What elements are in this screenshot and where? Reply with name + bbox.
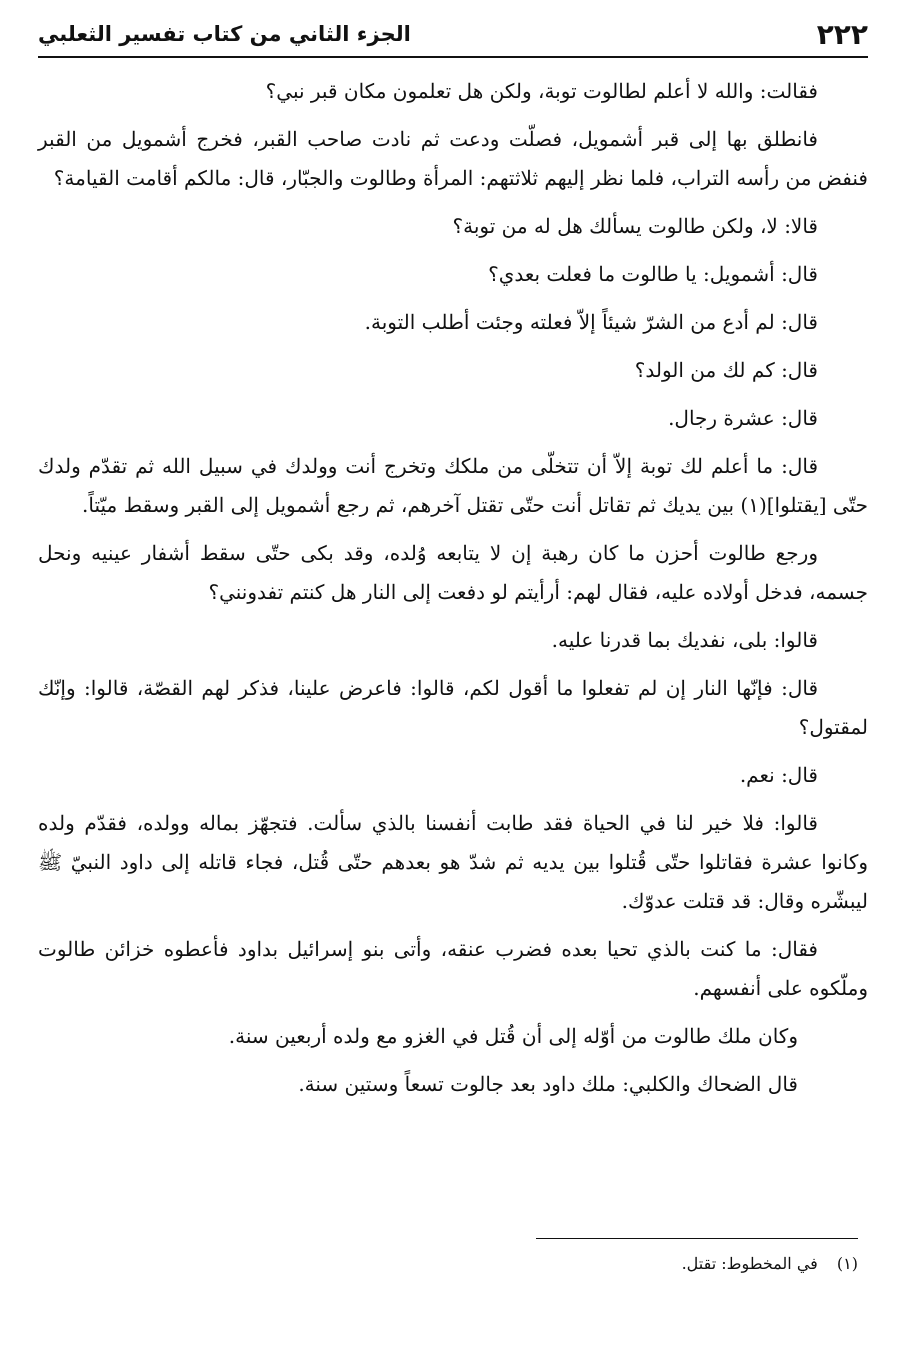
- paragraph: قال الضحاك والكلبي: ملك داود بعد جالوت تسعاً وستين سنة.: [298, 1072, 798, 1096]
- body-text: [38, 72, 868, 1113]
- paragraph: فقالت: والله لا أعلم لطالوت توبة، ولكن هل تعلمون مكان قبر نبي؟: [265, 79, 818, 103]
- footnote: [400, 1252, 858, 1276]
- paragraph: قال: ما أعلم لك توبة إلاّ أن تتخلّى من ملكك وتخرج أنت وولدك في سبيل الله ثم تقدّم ولدك حتّى [يقتلوا](١) بين يديك ثم تقاتل أنت حتّى تقتل آخرهم، ثم رجع أشمويل إلى القبر وسقط ميّتاً.: [38, 454, 868, 517]
- paragraph: فانطلق بها إلى قبر أشمويل، فصلّت ودعت ثم نادت صاحب القبر، فخرج أشمويل من القبر فنفض من رأسه التراب، فلما نظر إليهم ثلاثتهم: المرأة وطالوت والجبّار، قال: مالكم أقامت القيامة؟: [38, 127, 868, 190]
- paragraph: قال: لم أدع من الشرّ شيئاً إلاّ فعلته وجئت أطلب التوبة.: [364, 310, 818, 334]
- footnote-divider: [536, 1238, 858, 1239]
- paragraph: قال: فإنّها النار إن لم تفعلوا ما أقول لكم، قالوا: فاعرض علينا، فذكر لهم القصّة، قالوا: وإنّك لمقتول؟: [38, 676, 868, 739]
- footnote-number: (١): [836, 1254, 858, 1273]
- paragraph: فقال: ما كنت بالذي تحيا بعده فضرب عنقه، وأتى بنو إسرائيل بداود فأعطوه خزائن طالوت وملّكوه على أنفسهم.: [38, 937, 868, 1000]
- running-title: الجزء الثاني من كتاب تفسير الثعلبي: [38, 22, 411, 46]
- paragraph: قالوا: فلا خير لنا في الحياة فقد طابت أنفسنا بالذي سألت. فتجهّز بماله وولده، فقدّم ولده وكانوا عشرة فقاتلوا حتّى قُتلوا بين يديه ثم شدّ هو بعدهم حتّى قُتل، فجاء قاتله إلى داود النبيّ ﷺ ليبشّره وقال: قد قتلت عدوّك.: [38, 811, 868, 913]
- paragraph: قالا: لا، ولكن طالوت يسألك هل له من توبة؟: [452, 214, 818, 238]
- paragraph: قال: كم لك من الولد؟: [634, 358, 818, 382]
- paragraph: قال: عشرة رجال.: [668, 406, 818, 430]
- paragraph: قالوا: بلى، نفديك بما قدرنا عليه.: [551, 628, 818, 652]
- paragraph: وكان ملك طالوت من أوّله إلى أن قُتل في الغزو مع ولده أربعين سنة.: [228, 1024, 798, 1048]
- page-number: ٢٢٢: [816, 17, 868, 51]
- paragraph: قال: نعم.: [739, 763, 818, 787]
- footnote-text: في المخطوط: تقتل.: [681, 1254, 818, 1273]
- paragraph: قال: أشمويل: يا طالوت ما فعلت بعدي؟: [488, 262, 818, 286]
- paragraph: ورجع طالوت أحزن ما كان رهبة إن لا يتابعه وُلده، وقد بكى حتّى سقط أشفار عينيه ونحل جسمه، فدخل أولاده عليه، فقال لهم: أرأيتم لو دفعت إلى النار هل كنتم تفدونني؟: [38, 541, 868, 604]
- page-header: [38, 12, 868, 58]
